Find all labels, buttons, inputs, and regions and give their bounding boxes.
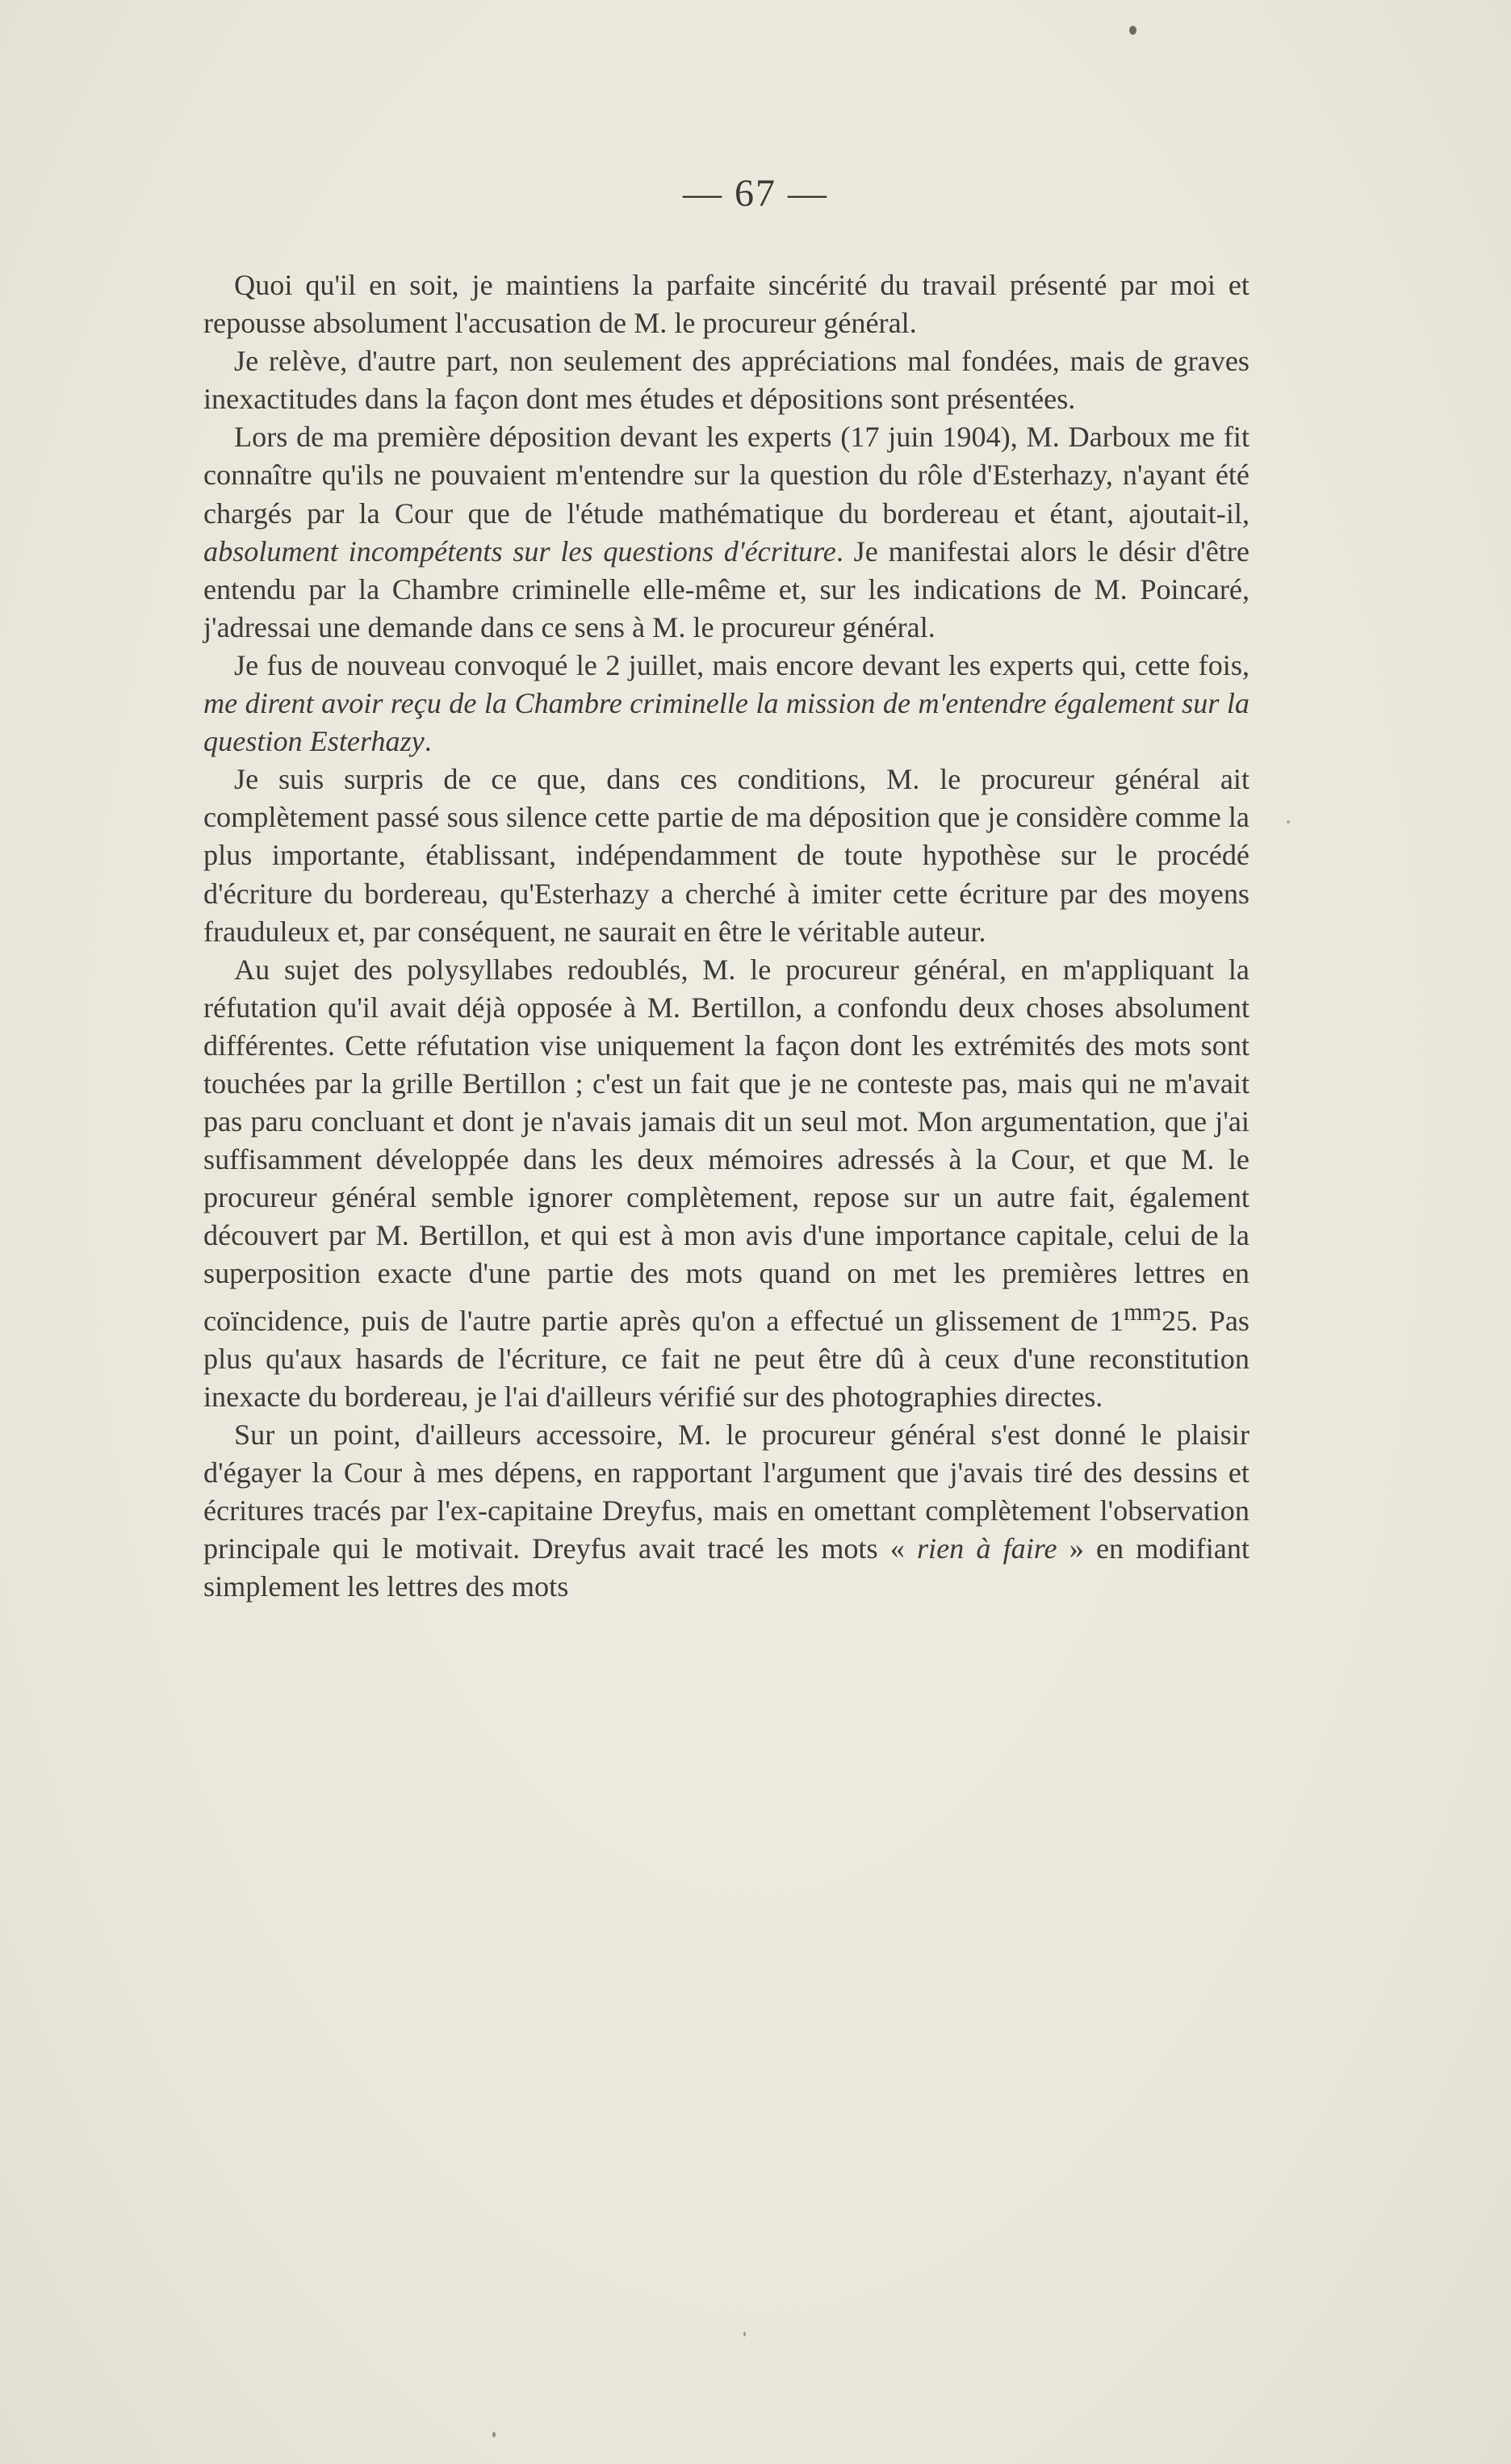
body-text	[203, 266, 1249, 1606]
paragraph-7	[203, 1416, 1249, 1606]
paper-speck	[492, 2432, 496, 2437]
millimetre-superscript: mm	[1124, 1297, 1162, 1326]
paragraph-7-text-end: » en modifiant simplement les lettres des mots	[203, 1532, 1249, 1603]
page-number: — 67 —	[683, 172, 828, 215]
paragraph-4	[203, 647, 1249, 761]
paragraph-2-text: Je relève, d'autre part, non seulement des appréciations mal fondées, mais de graves inexactitudes dans la façon dont mes études et dépositions sont présentées.	[203, 345, 1249, 416]
paragraph-4-text-end: .	[424, 725, 432, 758]
paragraph-6-text-end: 25. Pas plus qu'aux hasards de l'écriture, ce fait ne peut être dû à ceux d'une reconstitution inexacte du bordereau, je l'ai d'ailleurs vérifié sur des photographies directes.	[203, 1304, 1249, 1413]
paper-speck	[1129, 26, 1136, 35]
paragraph-3-text-end: . Je manifestai alors le désir d'être entendu par la Chambre criminelle elle-même et, sur les indications de M. Poincaré, j'adressai une demande dans ce sens à M. le procureur général.	[203, 534, 1249, 643]
paragraph-7-text: Sur un point, d'ailleurs accessoire, M. le procureur général s'est donné le plaisir d'égayer la Cour à mes dépens, en rapportant l'argument que j'avais tiré des dessins et écritures tracés par l'ex-capitaine Dreyfus, mais en omettant complètement l'observation principale qui le motivait. Dreyfus avait tracé les mots «	[203, 1418, 1249, 1565]
paragraph-4-emphasis: me dirent avoir reçu de la Chambre criminelle la mission de m'entendre également sur la question Esterhazy	[203, 687, 1249, 758]
paragraph-1-text: Quoi qu'il en soit, je maintiens la parfaite sincérité du travail présenté par moi et repousse absolument l'accusation de M. le procureur général.	[203, 269, 1249, 340]
paragraph-4-text: Je fus de nouveau convoqué le 2 juillet, mais encore devant les experts qui, cette fois,	[234, 648, 1249, 681]
paragraph-3-text: Lors de ma première déposition devant les experts (17 juin 1904), M. Darboux me fit connaître qu'ils ne pouvaient m'entendre sur la question du rôle d'Esterhazy, n'ayant été chargés par la Cour que de l'étude mathématique du bordereau et étant, ajoutait-il,	[203, 421, 1249, 530]
paragraph-5-text: Je suis surpris de ce que, dans ces conditions, M. le procureur général ait complètement passé sous silence cette partie de ma déposition que je considère comme la plus importante, établissant, indépendamment de toute hypothèse sur le procédé d'écriture du bordereau, qu'Esterhazy a cherché à imiter cette écriture par des moyens frauduleux et, par conséquent, ne saurait en être le véritable auteur.	[203, 763, 1249, 948]
paragraph-6-text: Au sujet des polysyllabes redoublés, M. le procureur général, en m'appliquant la réfutation qu'il avait déjà opposée à M. Bertillon, a confondu deux choses absolument différentes. Cette réfutation vise uniquement la façon dont les extrémités des mots sont touchées par la grille Bertillon ; c'est un fait que je ne conteste pas, mais qui ne m'avait pas paru concluant et dont je n'avais jamais dit un seul mot. Mon argumentation, que j'ai suffisamment développée dans les deux mémoires adressés à la Cour, et que M. le procureur général semble ignorer complètement, repose sur un autre fait, également découvert par M. Bertillon, et qui est à mon avis d'une importance capitale, celui de la superposition exacte d'une partie des mots quand on met les premières lettres en coïncidence, puis de l'autre partie après qu'on a effectué un glissement de 1	[203, 953, 1249, 1337]
paragraph-6	[203, 951, 1249, 1416]
paragraph-1	[203, 266, 1249, 342]
paragraph-3-emphasis: absolument incompétents sur les questions d'écriture	[203, 534, 836, 568]
paper-speck	[743, 2332, 746, 2336]
paragraph-7-emphasis: rien à faire	[916, 1532, 1057, 1565]
paper-speck	[1287, 820, 1290, 823]
paragraph-3	[203, 418, 1249, 647]
paragraph-5	[203, 761, 1249, 950]
paragraph-2	[203, 342, 1249, 418]
